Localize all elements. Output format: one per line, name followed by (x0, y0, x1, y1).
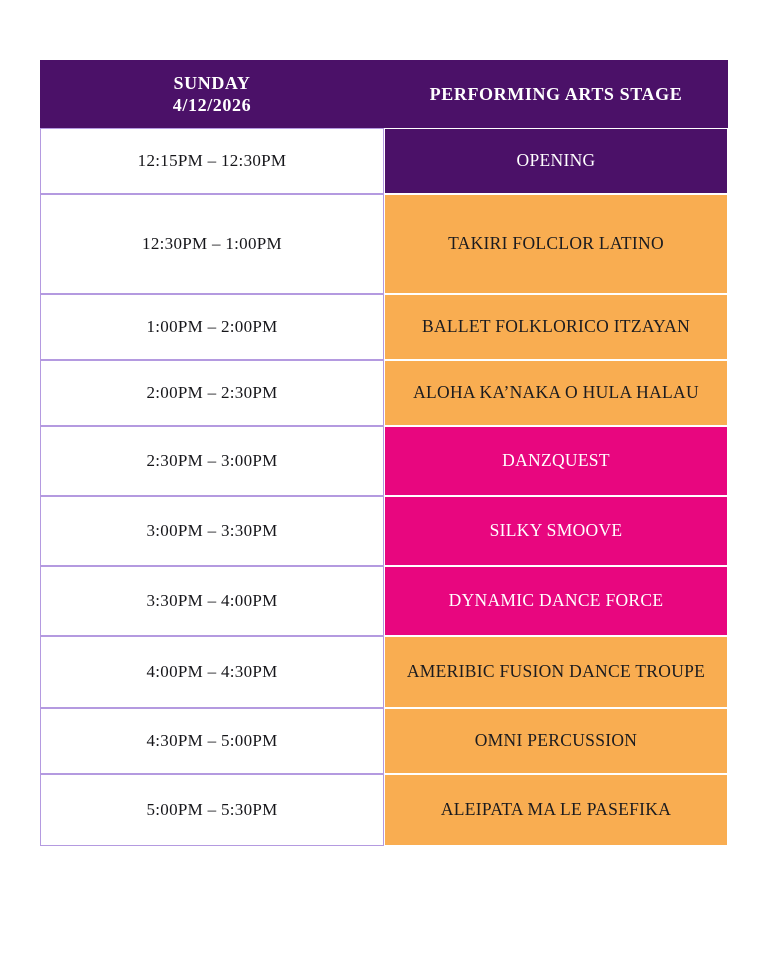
table-row (40, 128, 728, 194)
table-row (40, 496, 728, 566)
table-row (40, 194, 728, 294)
row-time: 3:30PM – 4:00PM (40, 566, 384, 636)
row-act: AMERIBIC FUSION DANCE TROUPE (384, 636, 728, 708)
table-row (40, 426, 728, 496)
header-day-date (40, 60, 384, 128)
table-row (40, 708, 728, 774)
row-act: ALOHA KA’NAKA O HULA HALAU (384, 360, 728, 426)
row-time: 12:30PM – 1:00PM (40, 194, 384, 294)
header-stage: PERFORMING ARTS STAGE (384, 60, 728, 128)
row-time: 1:00PM – 2:00PM (40, 294, 384, 360)
table-header-row (40, 60, 728, 128)
row-time: 4:00PM – 4:30PM (40, 636, 384, 708)
row-act: OPENING (384, 128, 728, 194)
row-act: SILKY SMOOVE (384, 496, 728, 566)
table-row (40, 566, 728, 636)
row-act: ALEIPATA MA LE PASEFIKA (384, 774, 728, 846)
table-row (40, 636, 728, 708)
row-time: 2:30PM – 3:00PM (40, 426, 384, 496)
row-act: DYNAMIC DANCE FORCE (384, 566, 728, 636)
header-day: SUNDAY (173, 72, 251, 93)
table-row (40, 294, 728, 360)
header-date: 4/12/2026 (172, 95, 252, 115)
row-time: 2:00PM – 2:30PM (40, 360, 384, 426)
schedule-table (40, 60, 728, 846)
table-row (40, 774, 728, 846)
row-act: TAKIRI FOLCLOR LATINO (384, 194, 728, 294)
row-time: 12:15PM – 12:30PM (40, 128, 384, 194)
row-time: 3:00PM – 3:30PM (40, 496, 384, 566)
row-act: OMNI PERCUSSION (384, 708, 728, 774)
row-act: DANZQUEST (384, 426, 728, 496)
schedule-body (40, 128, 728, 846)
row-act: BALLET FOLKLORICO ITZAYAN (384, 294, 728, 360)
table-row (40, 360, 728, 426)
row-time: 5:00PM – 5:30PM (40, 774, 384, 846)
row-time: 4:30PM – 5:00PM (40, 708, 384, 774)
